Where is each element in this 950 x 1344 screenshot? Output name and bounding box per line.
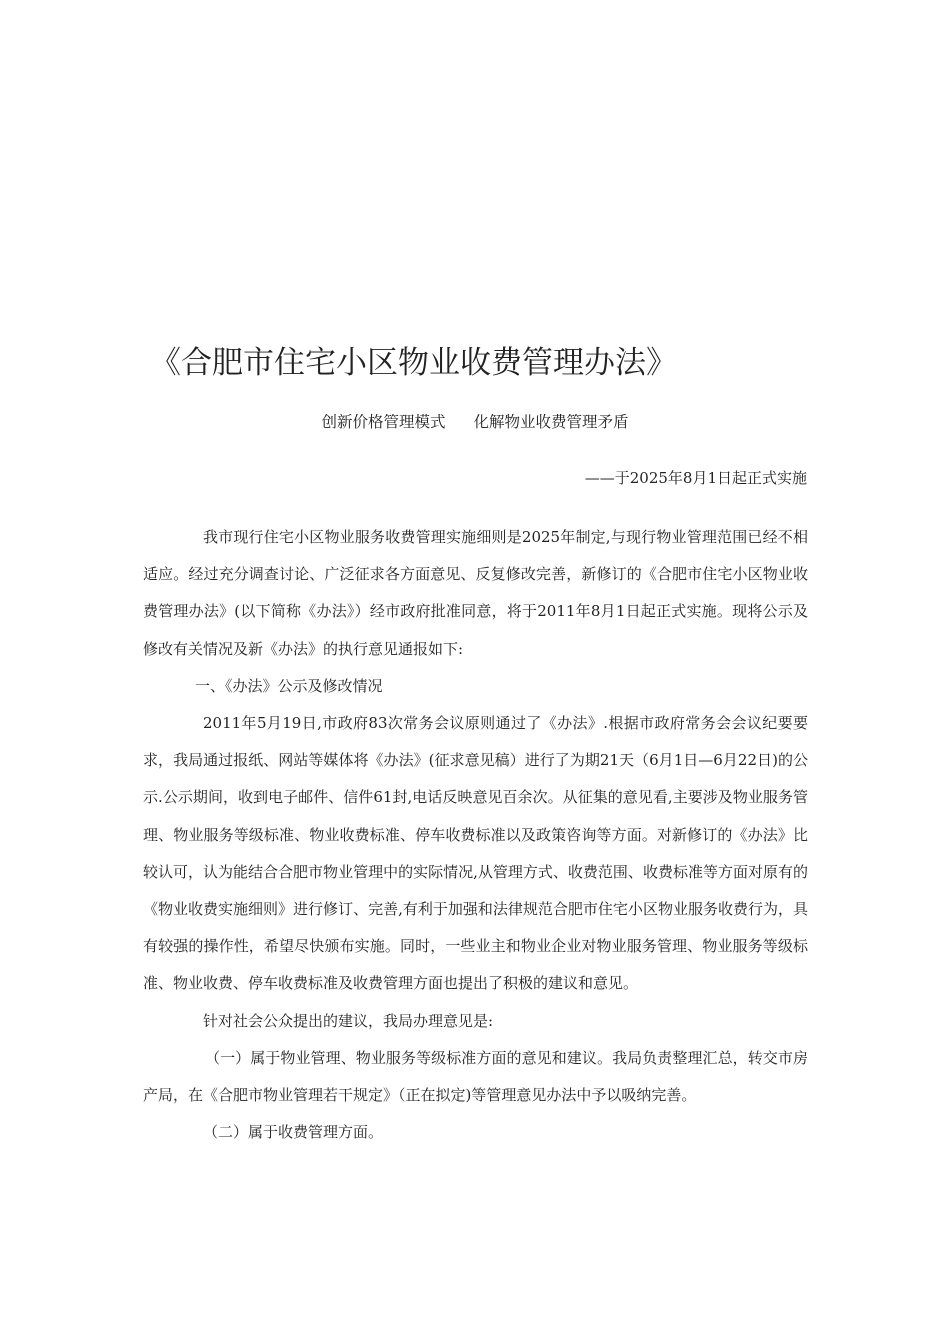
subtitle-right: 化解物业收费管理矛盾 <box>473 413 629 431</box>
document-body <box>143 519 808 1151</box>
effective-date-line: ——于2025年8月1日起正式实施 <box>584 469 807 487</box>
document-subtitle <box>0 410 950 434</box>
paragraph-publicity: 2011年5月19日,市政府83次常务会议原则通过了《办法》.根据市政府常务会会议纪要要求，我局通过报纸、网站等媒体将《办法》(征求意见稿）进行了为期21天（6月1日—6月22日)的公示.公示期间，收到电子邮件、信件61封,电话反映意见百余次。从征集的意见看,主要涉及物业服务管理、物业服务等级标准、物业收费标准、停车收费标准以及政策咨询等方面。对新修订的《办法》比较认可，认为能结合合肥市物业管理中的实际情况,从管理方式、收费范围、收费标准等方面对原有的《物业收费实施细则》进行修订、完善,有利于加强和法律规范合肥市住宅小区物业服务收费行为，具有较强的操作性，希望尽快颁布实施。同时，一些业主和物业企业对物业服务管理、物业服务等级标准、物业收费、停车收费标准及收费管理方面也提出了积极的建议和意见。 <box>143 714 808 993</box>
subtitle-left: 创新价格管理模式 <box>321 413 446 431</box>
section-heading-1: 一、《办法》公示及修改情况 <box>195 676 383 695</box>
paragraph-item-1: （一）属于物业管理、物业服务等级标准方面的意见和建议。我局负责整理汇总，转交市房产局，在《合肥市物业管理若干规定》（正在拟定)等管理意见办法中予以吸纳完善。 <box>143 1048 808 1105</box>
paragraph-item-2: （二）属于收费管理方面。 <box>203 1123 384 1142</box>
document-title: 《合肥市住宅小区物业收费管理办法》 <box>150 345 677 381</box>
paragraph-response-intro: 针对社会公众提出的建议，我局办理意见是: <box>203 1011 494 1030</box>
paragraph-intro: 我市现行住宅小区物业服务收费管理实施细则是2025年制定,与现行物业管理范围已经不相适应。经过充分调查讨论、广泛征求各方面意见、反复修改完善，新修订的《合肥市住宅小区物业收费管理办法》(以下简称《办法》）经市政府批准同意，将于2011年8月1日起正式实施。现将公示及修改有关情况及新《办法》的执行意见通报如下: <box>143 528 808 658</box>
